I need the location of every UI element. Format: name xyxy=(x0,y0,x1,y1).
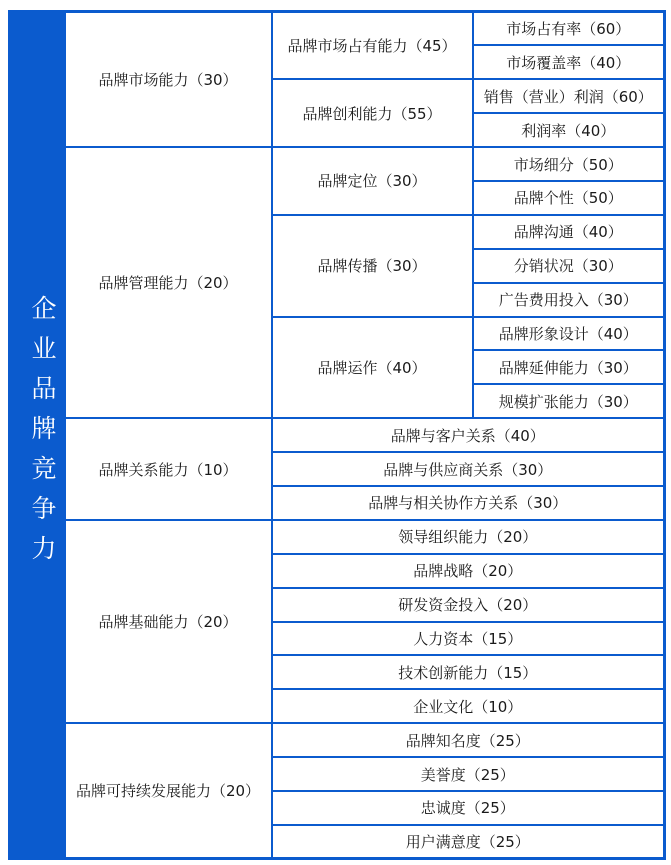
root-title-cell xyxy=(10,12,65,859)
brand-competitiveness-table xyxy=(8,10,666,860)
leaf-cell: 人力资本（15） xyxy=(272,622,665,656)
leaf-cell: 市场占有率（60） xyxy=(473,12,665,46)
level2-cell: 品牌运作（40） xyxy=(272,317,473,419)
leaf-cell: 技术创新能力（15） xyxy=(272,655,665,689)
leaf-cell: 品牌战略（20） xyxy=(272,554,665,588)
leaf-cell: 品牌沟通（40） xyxy=(473,215,665,249)
leaf-cell: 销售（营业）利润（60） xyxy=(473,79,665,113)
leaf-cell: 利润率（40） xyxy=(473,113,665,147)
level2-cell: 品牌市场占有能力（45） xyxy=(272,12,473,80)
leaf-cell: 规模扩张能力（30） xyxy=(473,384,665,418)
leaf-cell: 广告费用投入（30） xyxy=(473,283,665,317)
level1-cell: 品牌管理能力（20） xyxy=(65,147,272,418)
leaf-cell: 品牌延伸能力（30） xyxy=(473,350,665,384)
leaf-cell: 品牌与相关协作方关系（30） xyxy=(272,486,665,520)
leaf-cell: 品牌与供应商关系（30） xyxy=(272,452,665,486)
level1-cell: 品牌市场能力（30） xyxy=(65,12,272,148)
leaf-cell: 分销状况（30） xyxy=(473,249,665,283)
leaf-cell: 市场覆盖率（40） xyxy=(473,45,665,79)
leaf-cell: 研发资金投入（20） xyxy=(272,588,665,622)
leaf-cell: 品牌知名度（25） xyxy=(272,723,665,757)
root-title: 企业品牌竞争力 xyxy=(28,295,57,576)
leaf-cell: 市场细分（50） xyxy=(473,147,665,181)
leaf-cell: 品牌形象设计（40） xyxy=(473,317,665,351)
leaf-cell: 美誉度（25） xyxy=(272,757,665,791)
level2-cell: 品牌定位（30） xyxy=(272,147,473,215)
leaf-cell: 忠诚度（25） xyxy=(272,791,665,825)
level1-cell: 品牌可持续发展能力（20） xyxy=(65,723,272,859)
leaf-cell: 用户满意度（25） xyxy=(272,825,665,859)
leaf-cell: 品牌与客户关系（40） xyxy=(272,418,665,452)
leaf-cell: 企业文化（10） xyxy=(272,689,665,723)
level2-cell: 品牌创利能力（55） xyxy=(272,79,473,147)
level1-cell: 品牌关系能力（10） xyxy=(65,418,272,520)
leaf-cell: 品牌个性（50） xyxy=(473,181,665,215)
leaf-cell: 领导组织能力（20） xyxy=(272,520,665,554)
level1-cell: 品牌基础能力（20） xyxy=(65,520,272,723)
level2-cell: 品牌传播（30） xyxy=(272,215,473,317)
